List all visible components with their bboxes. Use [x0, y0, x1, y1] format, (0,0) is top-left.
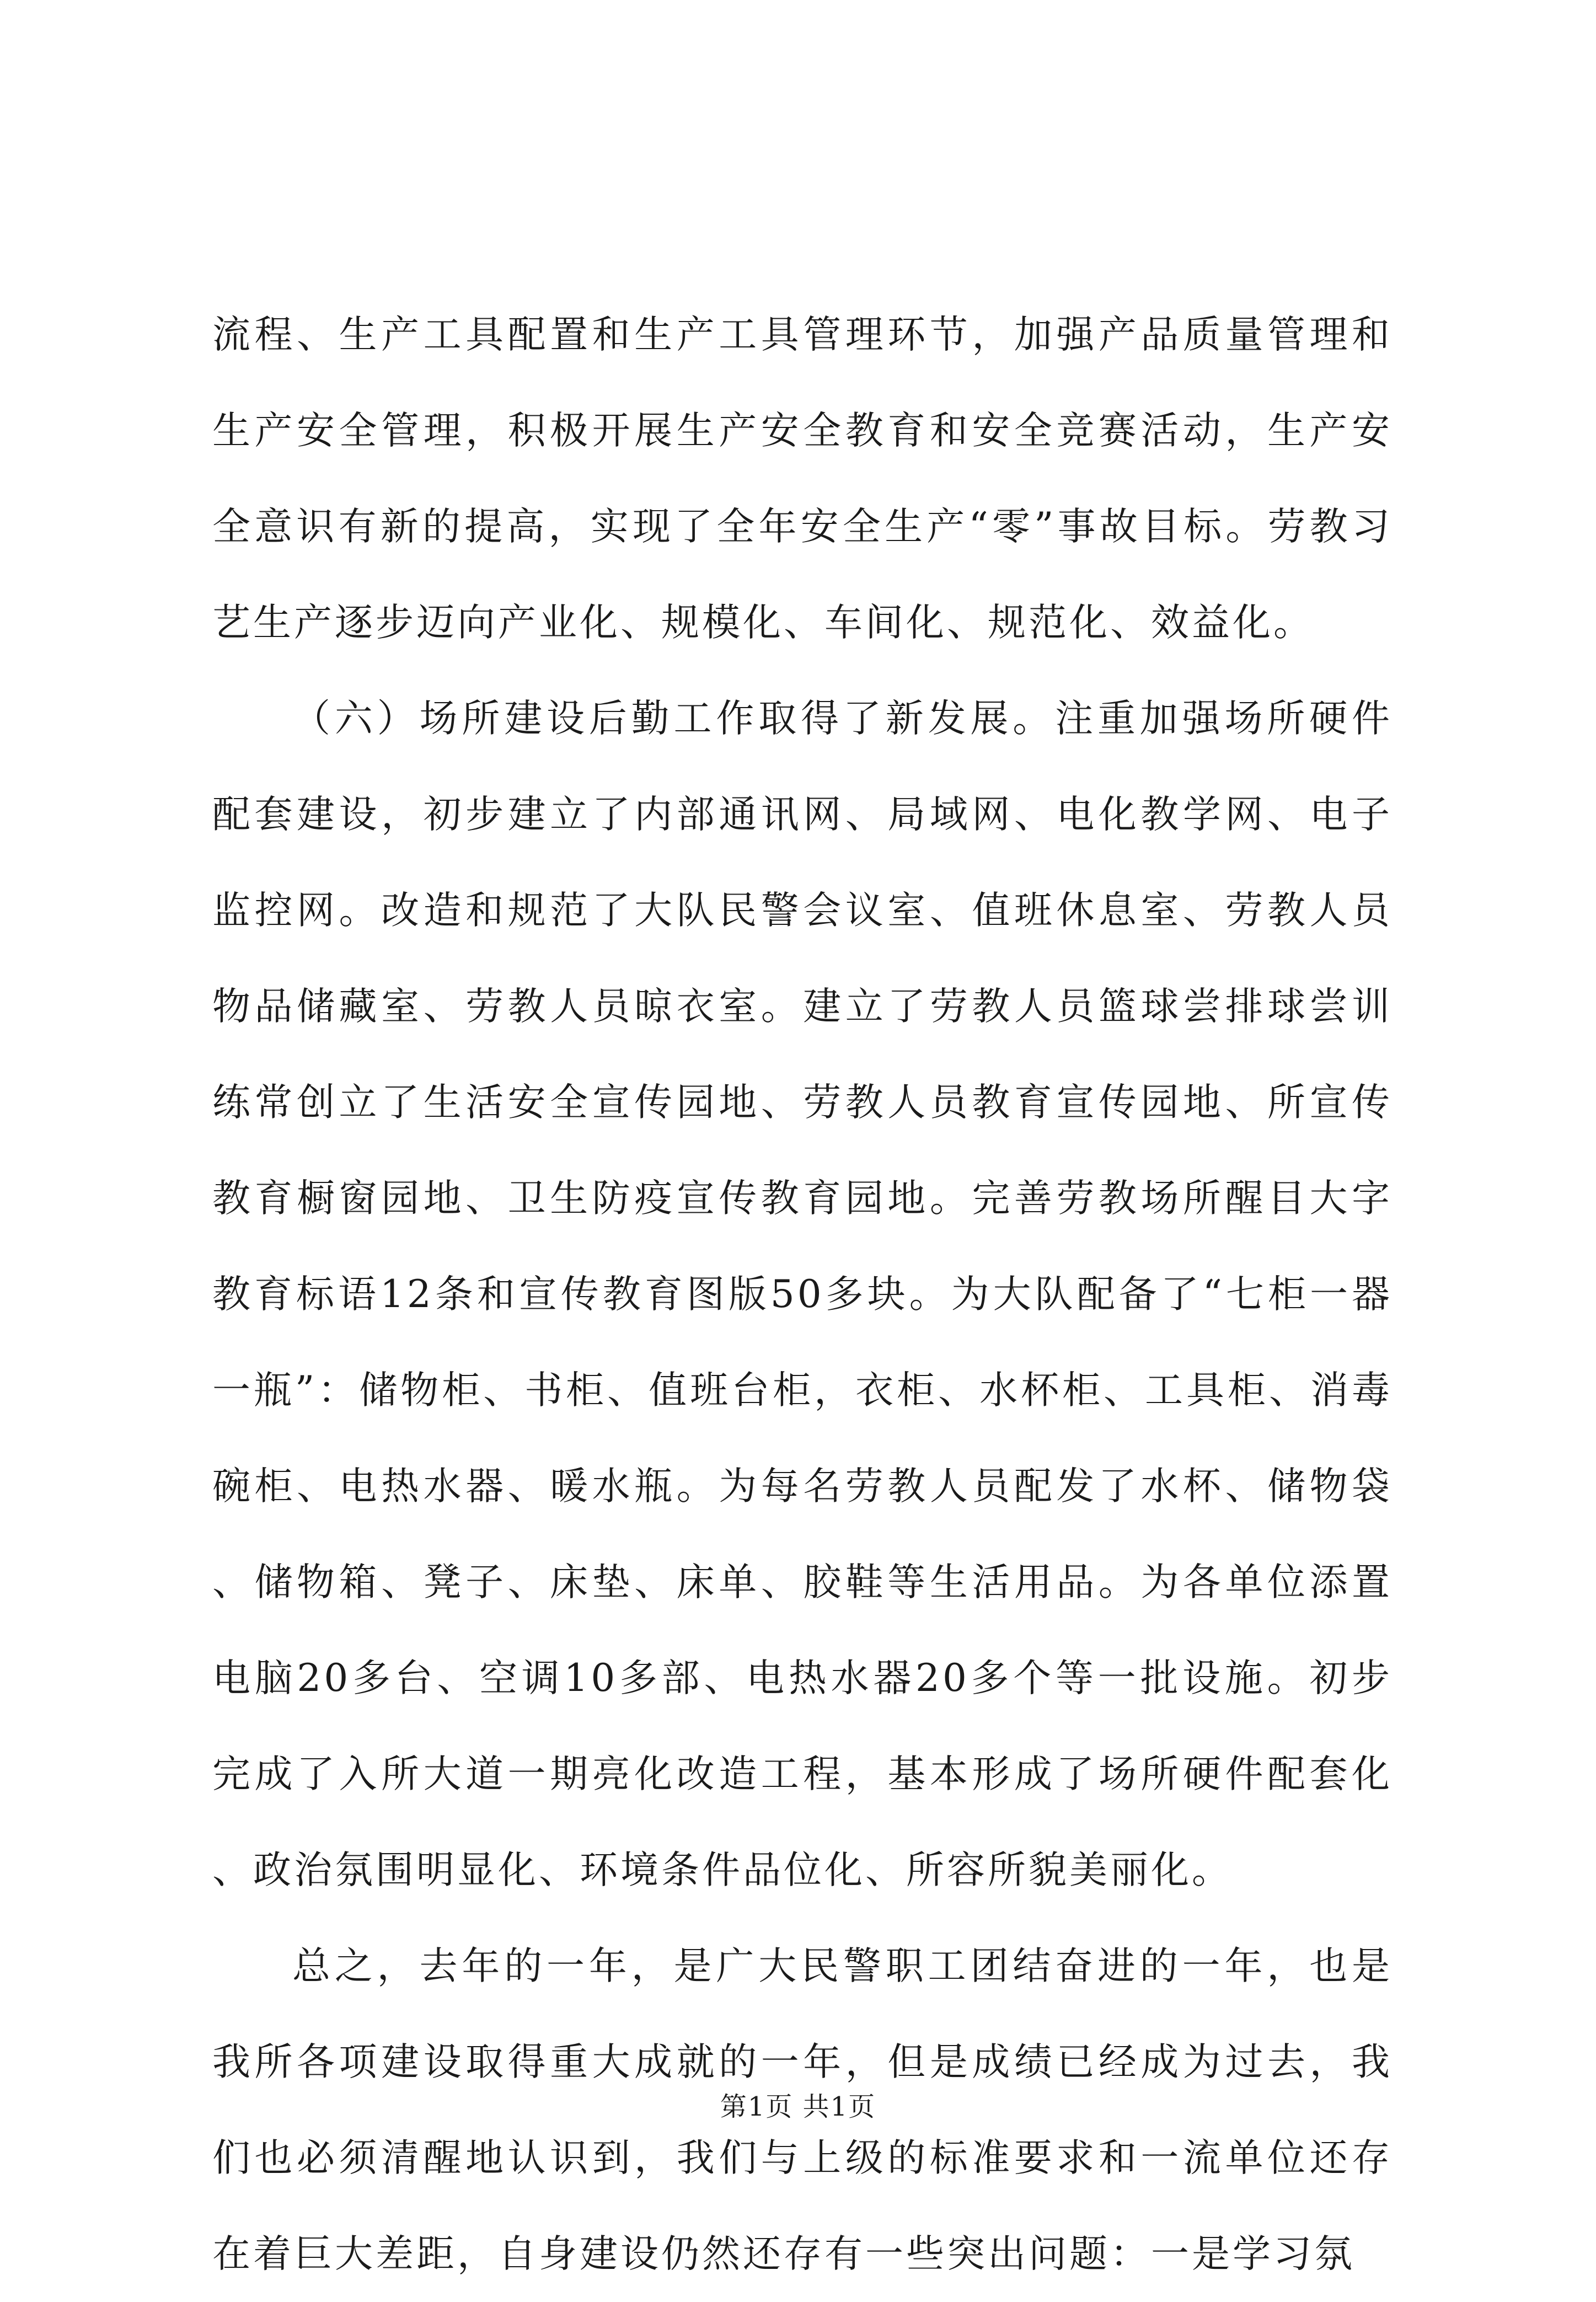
page-footer: 第1页 共1页	[720, 2091, 876, 2122]
document-body	[212, 287, 1393, 2302]
paragraph-facilities-logistics: （六）场所建设后勤工作取得了新发展。注重加强场所硬件配套建设，初步建立了内部通讯网、局域网、电化教学网、电子监控网。改造和规范了大队民警会议室、值班休息室、劳教人员物品储藏室、劳教人员晾衣室。建立了劳教人员篮球尝排球尝训练常创立了生活安全宣传园地、劳教人员教育宣传园地、所宣传教育橱窗园地、卫生防疫宣传教育园地。完善劳教场所醒目大字教育标语12条和宣传教育图版50多块。为大队配备了“七柜一器一瓶”：储物柜、书柜、值班台柜，衣柜、水杯柜、工具柜、消毒碗柜、电热水器、暖水瓶。为每名劳教人员配发了水杯、储物袋、储物箱、凳子、床垫、床单、胶鞋等生活用品。为各单位添置电脑20多台、空调10多部、电热水器20多个等一批设施。初步完成了入所大道一期亮化改造工程，基本形成了场所硬件配套化、政治氛围明显化、环境条件品位化、所容所貌美丽化。	[212, 697, 1393, 1892]
paragraph-continuation: 流程、生产工具配置和生产工具管理环节，加强产品质量管理和生产安全管理，积极开展生产安全教育和安全竞赛活动，生产安全意识有新的提高，实现了全年安全生产“零”事故目标。劳教习艺生产逐步迈向产业化、规模化、车间化、规范化、效益化。	[212, 313, 1393, 645]
paragraph-summary: 总之，去年的一年，是广大民警职工团结奋进的一年，也是我所各项建设取得重大成就的一年，但是成绩已经成为过去，我们也必须清醒地认识到，我们与上级的标准要求和一流单位还存在着巨大差距，自身建设仍然还存有一些突出问题：一是学习氛	[212, 1944, 1393, 2276]
